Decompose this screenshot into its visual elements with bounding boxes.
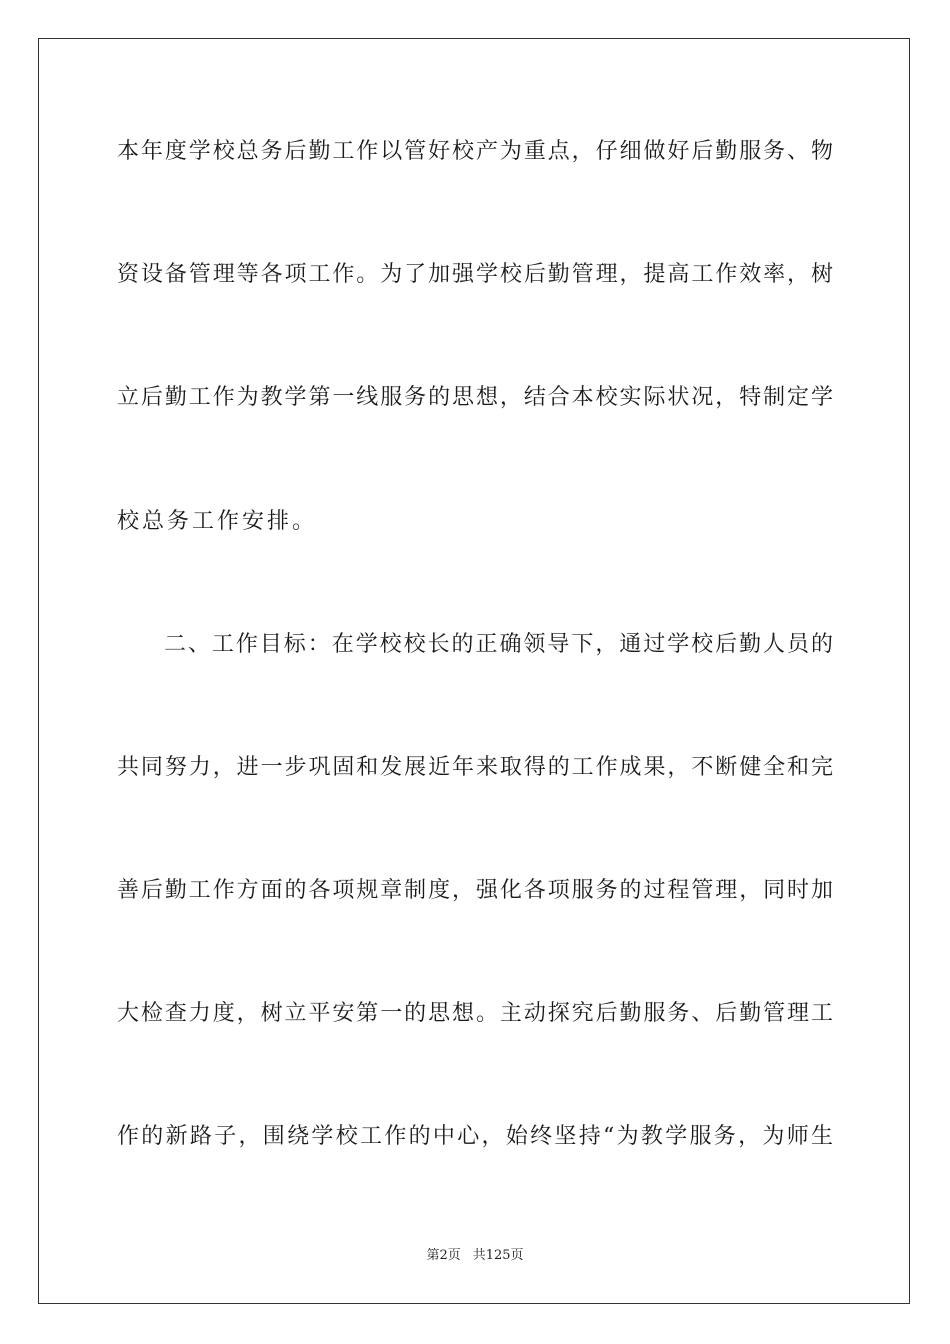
paragraph-line-1: 本年度学校总务后勤工作以管好校产为重点，仔细做好后勤服务、物 <box>117 139 833 164</box>
page-number: 第2页 <box>426 1248 461 1263</box>
paragraph-line-5: 二、工作目标：在学校校长的正确领导下，通过学校后勤人员的 <box>164 632 833 657</box>
total-pages: 共125页 <box>472 1248 524 1263</box>
page-border <box>38 38 910 1304</box>
paragraph-line-2: 资设备管理等各项工作。为了加强学校后勤管理，提高工作效率，树 <box>117 262 833 287</box>
paragraph-line-3: 立后勤工作为教学第一线服务的思想，结合本校实际状况，特制定学 <box>117 385 833 410</box>
page-footer <box>0 1247 950 1265</box>
paragraph-line-6: 共同努力，进一步巩固和发展近年来取得的工作成果，不断健全和完 <box>117 755 833 780</box>
paragraph-line-7: 善后勤工作方面的各项规章制度，强化各项服务的过程管理，同时加 <box>117 878 833 903</box>
paragraph-line-4: 校总务工作安排。 <box>117 509 318 534</box>
paragraph-line-8: 大检查力度，树立平安第一的思想。主动探究后勤服务、后勤管理工 <box>117 1001 833 1026</box>
paragraph-line-9: 作的新路子，围绕学校工作的中心，始终坚持“为教学服务，为师生 <box>117 1124 833 1149</box>
